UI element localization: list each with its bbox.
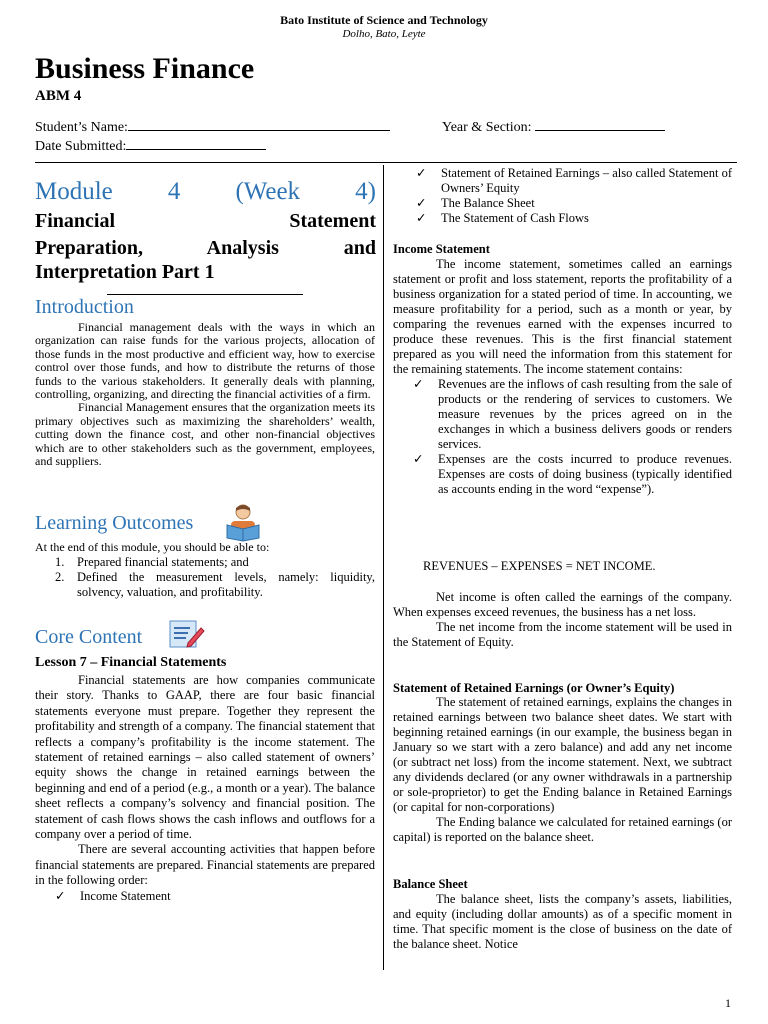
order-item-2: ✓ Statement of Retained Earnings – also called Statement of Owners’ Equity [416,166,732,195]
date-submitted-label: Date Submitted: [35,139,127,154]
checkmark-icon: ✓ [416,166,427,180]
retained-earnings-body [393,695,732,845]
retained-paragraph-1: The statement of retained earnings, explains the changes in retained earnings between two balance sheet dates. We start with beginning retained earnings (in our example, the business began in January so we start with a zero balance) and add any net income (or subtract net loss) from the income statement. Next, we subtract any dividends declared (or any owner withdrawals in a partnership or sole-proprietor) to get the Ending balance in Retained Earnings (or capital for non-corporations) [393,695,732,814]
introduction-body [35,321,375,468]
income-paragraph-1: The income statement, sometimes called an earnings statement or profit and loss statement, reports the profitability of a business organization for a stated period of time. In accounting, we measure profitability for a period, such as a month or year, by comparing the revenues earned with the expenses incurred to produce these revenues. This is the first financial statement prepared as you will need the information from this statement for the remaining statements. The income statement contains: [393,257,732,376]
student-name-row [35,118,390,136]
module-title-line1: Financial Statement [35,210,376,232]
year-section-blank [535,118,665,131]
income-statement-heading: Income Statement [393,242,490,256]
list-item: 2. Defined the measurement levels, namely: liquidity, solvency, valuation, and profitability. [55,570,375,600]
balance-paragraph-1: The balance sheet, lists the company’s assets, liabilities, and equity (including dollar amounts) as of a specific moment in time. That specific moment is the close of business on the date of the balance sheet. Notice [393,892,732,951]
institution-address: Dolho, Bato, Leyte [342,28,426,40]
net-income-formula: REVENUES – EXPENSES = NET INCOME. [423,559,656,573]
balance-sheet-heading: Balance Sheet [393,877,468,891]
date-submitted-row [35,137,266,155]
student-name-blank [128,118,390,131]
list-item: 1. Prepared financial statements; and [55,555,249,570]
balance-sheet-body [393,892,732,952]
lesson-title: Lesson 7 – Financial Statements [35,655,227,670]
retained-earnings-heading: Statement of Retained Earnings (or Owner’s Equity) [393,681,675,695]
course-title: Business Finance [35,52,255,85]
order-item-1: ✓ Income Statement [55,888,171,903]
institution-name: Bato Institute of Science and Technology [280,13,488,27]
module-week-word: (Week [235,178,301,205]
date-submitted-blank [126,137,266,150]
checkmark-icon: ✓ [416,211,427,225]
module-title-line2: Preparation, Analysis and [35,237,376,259]
module-heading [35,178,376,206]
core-content-body [35,673,375,904]
title-underline [107,294,303,295]
course-subtitle: ABM 4 [35,88,82,104]
intro-paragraph-1: Financial management deals with the ways in which an organization can raise funds for the various projects, allocation of those funds in the most productive and efficient way, how to exercise control over those funds, and how to distribute the returns of those funds to the various stakeholders. It generally deals with planning, controlling, organizing, and directing the financial activities of a firm. [35,320,375,402]
order-item-3: ✓ The Balance Sheet [416,196,535,210]
income-paragraph-3: The net income from the income statement will be used in the Statement of Equity. [393,620,732,649]
retained-paragraph-2: The Ending balance we calculated for retained earnings (or capital) is reported on the balance sheet. [393,815,732,844]
outcomes-list [55,555,375,600]
module-title-line3: Interpretation Part 1 [35,261,215,283]
column-divider [383,165,384,970]
order-item-4: ✓ The Statement of Cash Flows [416,211,589,225]
learning-outcomes-heading: Learning Outcomes [35,512,194,534]
net-income-body [393,590,732,650]
core-paragraph-1: Financial statements are how companies communicate their story. Thanks to GAAP, there are four basic financial statements everyone must prepare. Together they represent the profitability and strength of a company. The financial statement that reflects a company’s profitability is the income statement. The statement of retained earnings – also called statement of owners’ equity shows the change in retained earnings between the beginning and end of a period (e.g., a month or a year). The balance sheet reflects a company’s solvency and financial position. The statement of cash flows shows the cash inflows and outflows for a company over a period of time. [35,673,375,842]
checkmark-icon: ✓ [55,888,66,903]
revenues-bullet: ✓ Revenues are the inflows of cash resulting from the sale of products or the rendering of services to customers. We measure revenues by the prices agreed on in the exchanges in which a business delivers goods or renders services. [413,377,732,451]
checkmark-icon: ✓ [413,377,424,391]
student-name-label: Student’s Name: [35,120,128,135]
learning-outcomes-body [35,541,375,600]
document-pen-icon [168,618,206,655]
page-number: 1 [725,996,731,1010]
introduction-heading: Introduction [35,296,134,318]
core-content-heading: Core Content [35,626,143,648]
income-paragraph-2: Net income is often called the earnings of the company. When expenses exceed revenues, the business has a net loss. [393,590,732,619]
core-paragraph-2: There are several accounting activities that happen before financial statements are prepared. Financial statements are prepared in the following order: [35,842,375,888]
year-section-row [442,118,665,136]
outcomes-lead: At the end of this module, you should be able to: [35,540,270,554]
module-number: 4 [167,178,181,205]
module-week-number: 4) [355,178,376,205]
expenses-bullet: ✓ Expenses are the costs incurred to produce revenues. Expenses are costs of doing business (typically identified as accounts ending in the word “expense”). [413,452,732,496]
module-word: Module [35,178,113,205]
header-divider [35,162,737,163]
income-statement-body [393,257,732,497]
intro-paragraph-2: Financial Management ensures that the organization meets its primary objectives such as maximizing the shareholders’ wealth, cutting down the finance cost, and other non-financial objectives which are to other stakeholders such as the government, employees, and suppliers. [35,400,375,469]
checkmark-icon: ✓ [413,452,424,466]
checkmark-icon: ✓ [416,196,427,210]
statement-order-list [416,166,732,226]
year-section-label: Year & Section: [442,120,532,135]
